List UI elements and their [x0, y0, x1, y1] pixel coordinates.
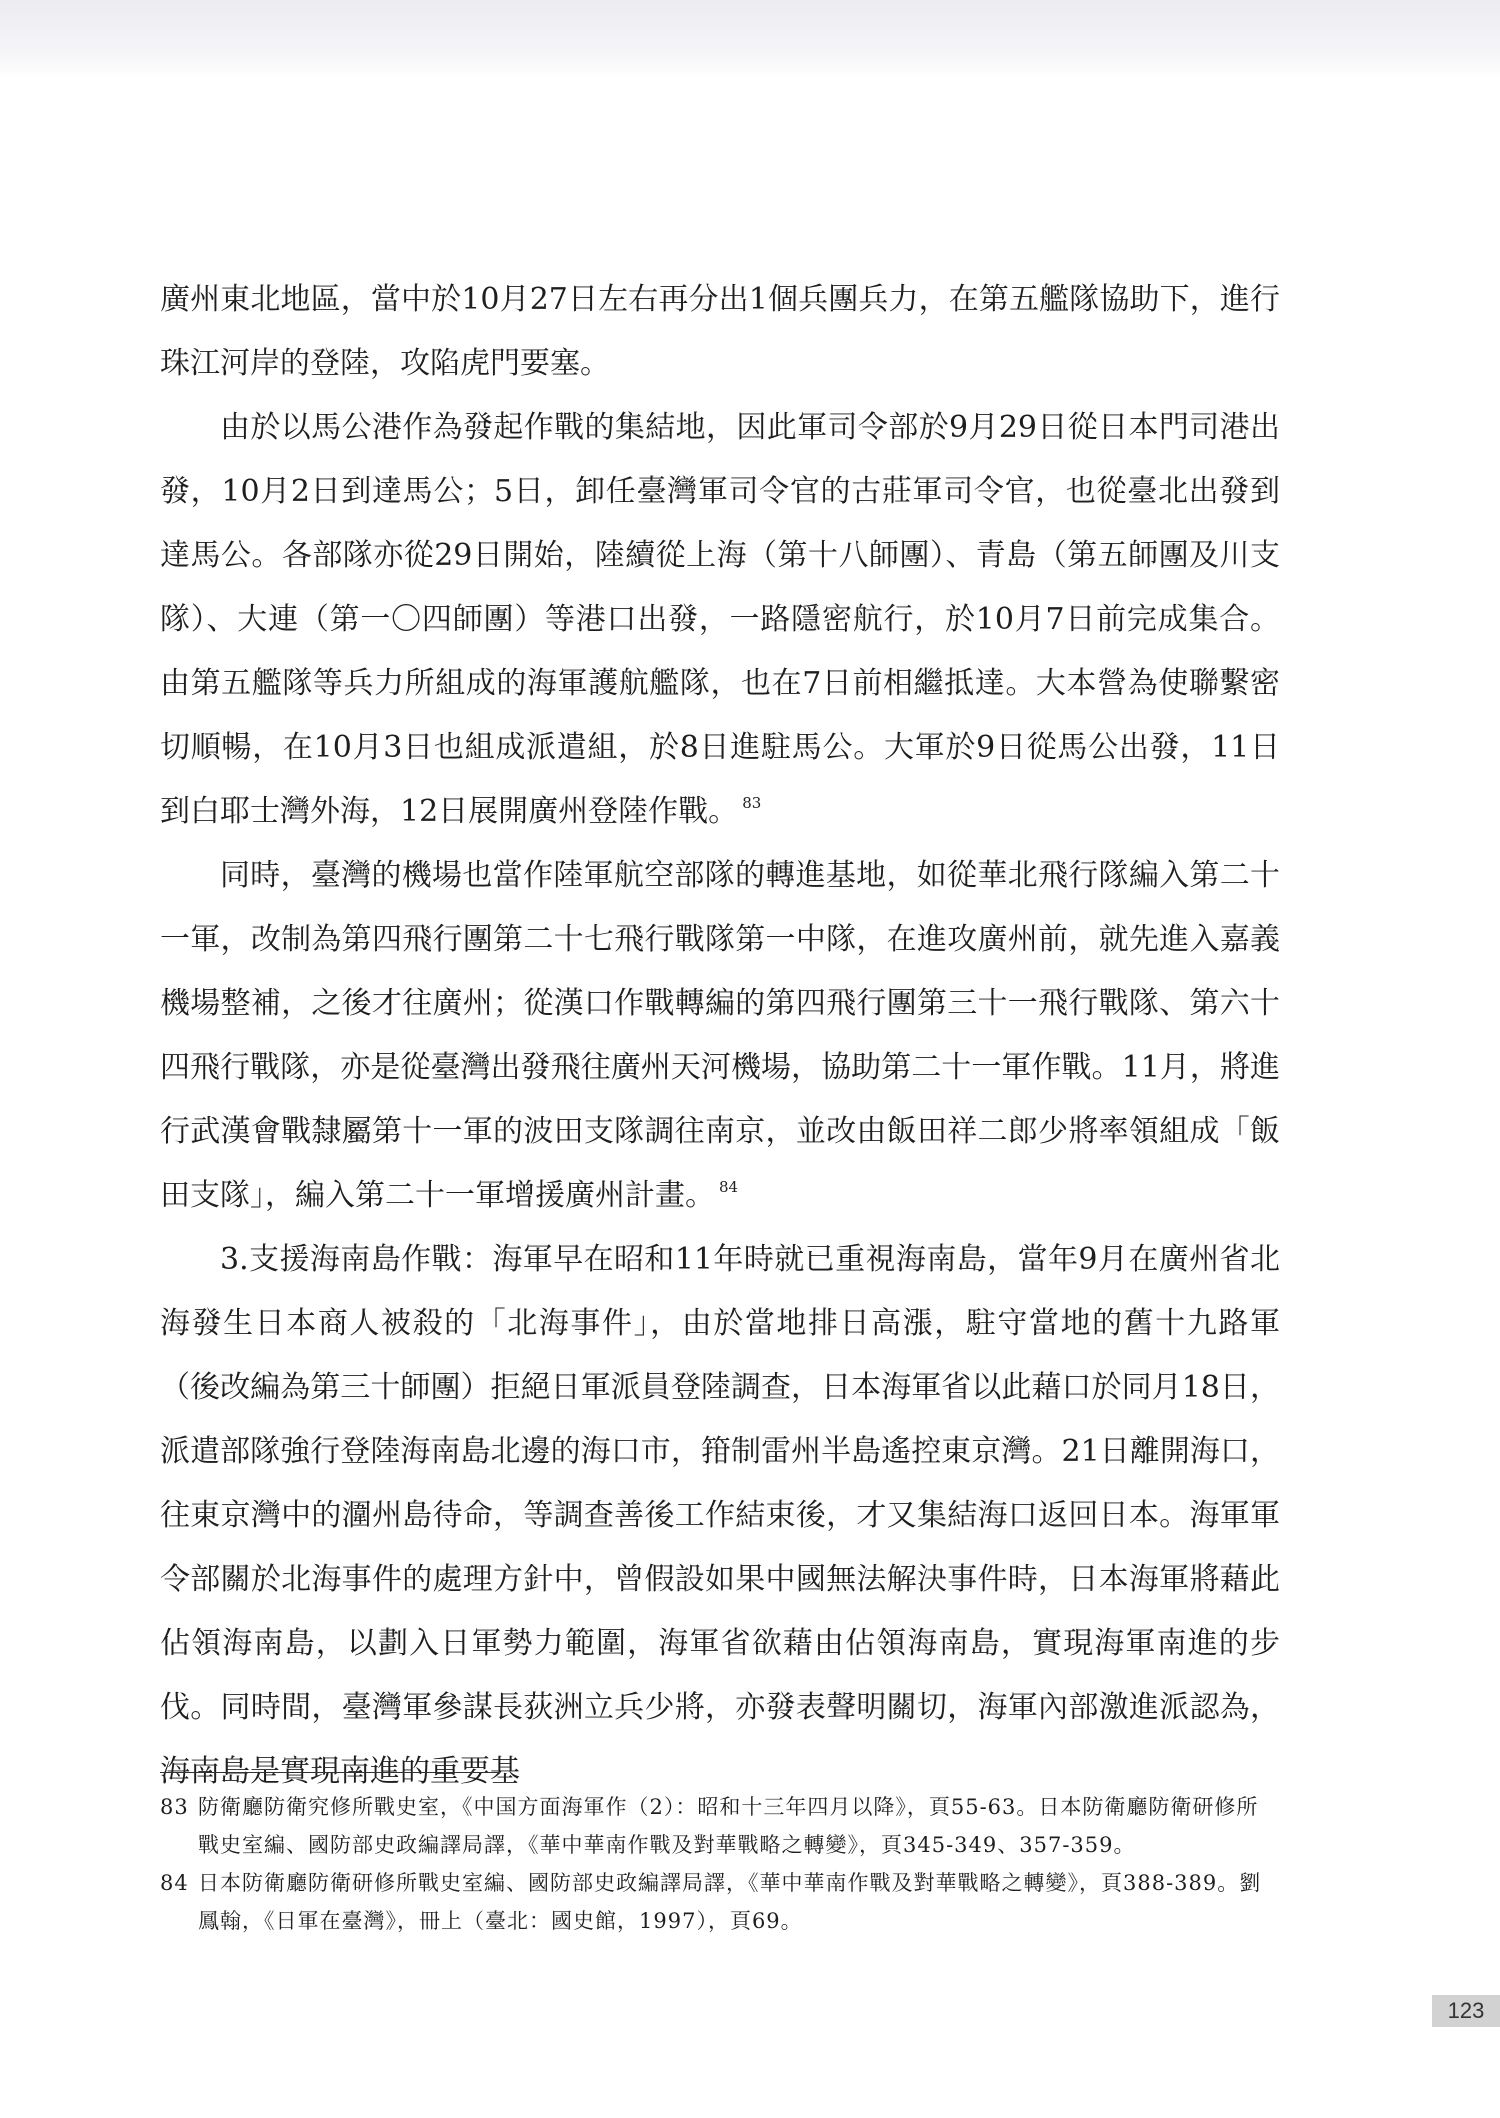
footnote-ref-84[interactable]: 84	[719, 1178, 739, 1196]
footnote-84	[160, 1864, 1280, 1940]
paragraph-text: 同時，臺灣的機場也當作陸軍航空部隊的轉進基地，如從華北飛行隊編入第二十一軍，改制為第四飛行團第二十七飛行戰隊第一中隊，在進攻廣州前，就先進入嘉義機場整補，之後才往廣州；從漢口作戰轉編的第四飛行團第三十一飛行戰隊、第六十四飛行戰隊，亦是從臺灣出發飛往廣州天河機場，協助第二十一軍作戰。11月，將進行武漢會戰隸屬第十一軍的波田支隊調往南京，並改由飯田祥二郎少將率領組成「飯田支隊」，編入第二十一軍增援廣州計畫。	[160, 858, 1280, 1213]
footnote-number: 84	[160, 1871, 189, 1895]
footnote-text: 日本防衛廳防衛研修所戰史室編、國防部史政編譯局譯，《華中華南作戰及對華戰略之轉變》，頁388-389。劉鳳翰，《日軍在臺灣》，冊上（臺北：國史館，1997），頁69。	[198, 1871, 1262, 1933]
footnote-83	[160, 1788, 1280, 1864]
paragraph-text: 廣州東北地區，當中於10月27日左右再分出1個兵團兵力，在第五艦隊協助下，進行珠江河岸的登陸，攻陷虎門要塞。	[160, 282, 1280, 381]
paragraph-assembly	[160, 396, 1280, 844]
footnote-ref-83[interactable]: 83	[742, 794, 762, 812]
footnote-text: 防衛廳防衛究修所戰史室，《中国方面海軍作（2）：昭和十三年四月以降》，頁55-63。日本防衛廳防衛研修所戰史室編、國防部史政編譯局譯，《華中華南作戰及對華戰略之轉變》，頁345-349、357-359。	[198, 1795, 1259, 1857]
page-number: 123	[1432, 1995, 1500, 2027]
paragraph-air-units	[160, 844, 1280, 1228]
footnote-divider	[160, 1772, 500, 1773]
paragraph-continued	[160, 268, 1280, 396]
body-text	[160, 268, 1280, 1804]
footnote-number: 83	[160, 1795, 189, 1819]
footnotes	[160, 1788, 1280, 1940]
paragraph-text: 由於以馬公港作為發起作戰的集結地，因此軍司令部於9月29日從日本門司港出發，10月2日到達馬公；5日，卸任臺灣軍司令官的古莊軍司令官，也從臺北出發到達馬公。各部隊亦從29日開始，陸續從上海（第十八師團）、青島（第五師團及川支隊）、大連（第一〇四師團）等港口出發，一路隱密航行，於10月7日前完成集合。由第五艦隊等兵力所組成的海軍護航艦隊，也在7日前相繼抵達。大本營為使聯繫密切順暢，在10月3日也組成派遣組，於8日進駐馬公。大軍於9日從馬公出發，11日到白耶士灣外海，12日展開廣州登陸作戰。	[160, 410, 1280, 829]
paragraph-text: 3.支援海南島作戰：海軍早在昭和11年時就已重視海南島，當年9月在廣州省北海發生日本商人被殺的「北海事件」，由於當地排日高漲，駐守當地的舊十九路軍（後改編為第三十師團）拒絕日軍派員登陸調查，日本海軍省以此藉口於同月18日，派遣部隊強行登陸海南島北邊的海口市，箝制雷州半島遙控東京灣。21日離開海口，往東京灣中的潿州島待命，等調查善後工作結束後，才又集結海口返回日本。海軍軍令部關於北海事件的處理方針中，曾假設如果中國無法解決事件時，日本海軍將藉此佔領海南島，以劃入日軍勢力範圍，海軍省欲藉由佔領海南島，實現海軍南進的步伐。同時間，臺灣軍參謀長荻洲立兵少將，亦發表聲明關切，海軍內部激進派認為，海南島是實現南進的重要基	[160, 1242, 1280, 1789]
scan-top-band	[0, 0, 1500, 80]
paragraph-hainan	[160, 1228, 1280, 1804]
